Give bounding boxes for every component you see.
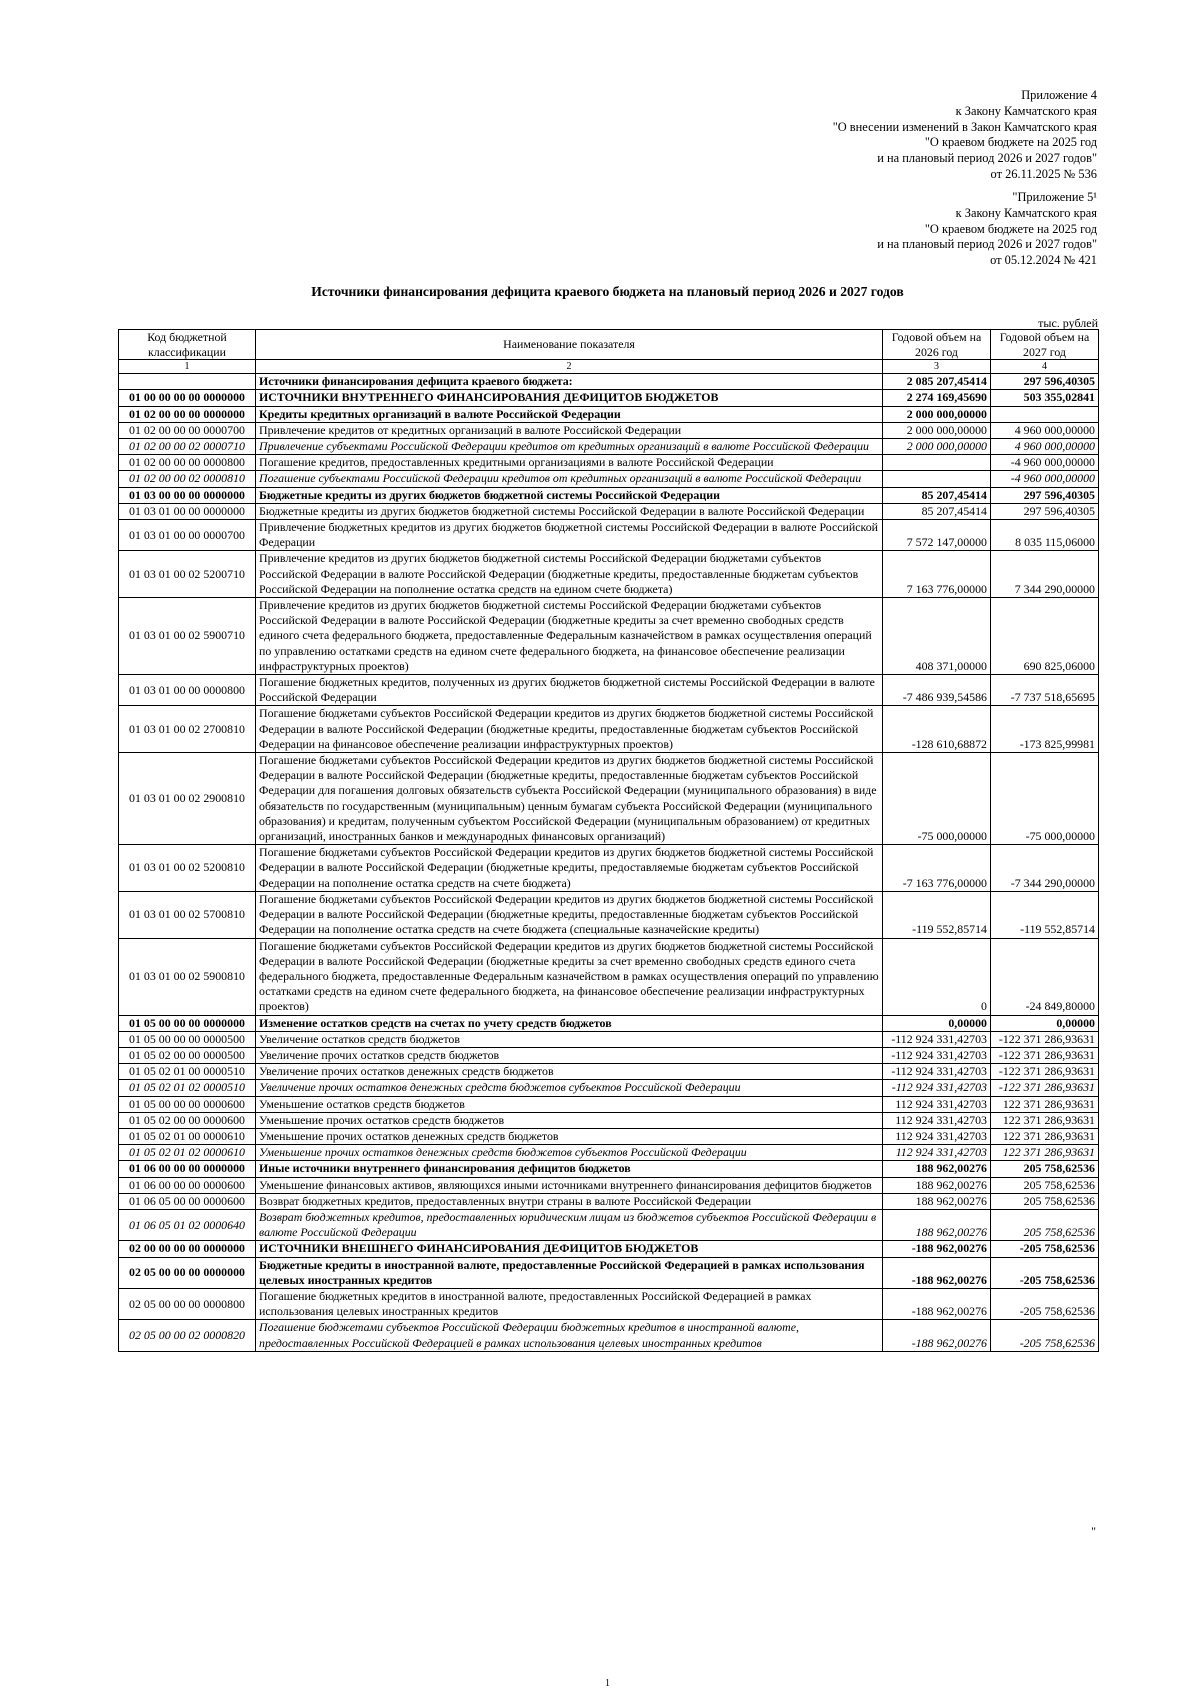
budget-code-cell: 01 05 02 01 00 0000510 [119,1064,256,1080]
header-line: Приложение 4 [1021,88,1097,102]
table-row [119,1145,1099,1161]
value-2026-cell: 2 000 000,00000 [883,406,991,422]
table-row [119,1031,1099,1047]
value-2026-cell: -75 000,00000 [883,753,991,845]
value-2026-cell: 188 962,00276 [883,1161,991,1177]
table-row [119,1320,1099,1351]
value-2027-cell: 503 355,02841 [991,390,1099,406]
indicator-name-cell: Возврат бюджетных кредитов, предоставленных юридическим лицам из бюджетов субъектов Российской Федерации в валюте Российской Федерации [256,1209,883,1240]
value-2026-cell: -112 924 331,42703 [883,1080,991,1096]
value-2027-cell: -119 552,85714 [991,891,1099,938]
budget-code-cell: 01 02 00 00 00 0000700 [119,422,256,438]
header-line: к Закону Камчатского края [955,103,1097,118]
indicator-name-cell: Уменьшение финансовых активов, являющихся иными источниками внутреннего финансирования дефицитов бюджетов [256,1177,883,1193]
indicator-name-cell: Погашение бюджетами субъектов Российской Федерации кредитов из других бюджетов бюджетной системы Российской Федерации в валюте Российской Федерации (бюджетные кредиты, предоставленные бюджетам субъектов Российской Федерации для погашения долговых обязательств субъекта Российской Федерации (муниципального образования) в виде обязательств по государственным (муниципальным) ценным бумагам субъекта Российской Федерации (муниципального образования) и кредитам, полученным субъектом Российской Федерации (муниципальным образованием) от кредитных организаций, иностранных банков и международных финансовых организаций) [256,753,883,845]
value-2026-cell: -112 924 331,42703 [883,1031,991,1047]
table-row [119,503,1099,519]
header-name: Наименование показателя [256,330,883,360]
value-2027-cell: 205 758,62536 [991,1209,1099,1240]
value-2026-cell: 7 572 147,00000 [883,520,991,551]
budget-code-cell: 01 03 00 00 00 0000000 [119,487,256,503]
value-2026-cell: 112 924 331,42703 [883,1096,991,1112]
value-2027-cell: -122 371 286,93631 [991,1031,1099,1047]
value-2027-cell: 122 371 286,93631 [991,1096,1099,1112]
page-number: 1 [605,1678,610,1689]
value-2026-cell: 112 924 331,42703 [883,1145,991,1161]
value-2027-cell: 690 825,06000 [991,598,1099,675]
value-2026-cell: -112 924 331,42703 [883,1047,991,1063]
indicator-name-cell: Погашение бюджетами субъектов Российской Федерации кредитов из других бюджетов бюджетной системы Российской Федерации в валюте Российской Федерации (бюджетные кредиты, предоставляемые бюджетам субъектов Российской Федерации на пополнение остатка средств на счете бюджета) [256,845,883,892]
value-2027-cell: 205 758,62536 [991,1177,1099,1193]
value-2027-cell: -24 849,80000 [991,938,1099,1015]
value-2026-cell: 188 962,00276 [883,1193,991,1209]
header-line: "О внесении изменений в Закон Камчатского края [832,119,1097,134]
indicator-name-cell: Увеличение прочих остатков средств бюджетов [256,1047,883,1063]
value-2026-cell: -188 962,00276 [883,1241,991,1257]
indicator-name-cell: Привлечение кредитов из других бюджетов бюджетной системы Российской Федерации бюджетами субъектов Российской Федерации в валюте Российской Федерации (бюджетные кредиты, предоставленные бюджетам субъектов Российской Федерации на пополнение остатка средств на едином счете бюджета) [256,551,883,598]
table-header-row [119,330,1099,360]
header-line: к Закону Камчатского края [955,205,1097,220]
value-2026-cell: 112 924 331,42703 [883,1128,991,1144]
indicator-name-cell: Уменьшение прочих остатков денежных средств бюджетов [256,1128,883,1144]
table-row [119,1257,1099,1288]
header-line: "О краевом бюджете на 2025 год [924,135,1097,150]
value-2027-cell: 8 035 115,06000 [991,520,1099,551]
indicator-name-cell: Увеличение остатков средств бюджетов [256,1031,883,1047]
table-row [119,422,1099,438]
value-2027-cell: -122 371 286,93631 [991,1064,1099,1080]
budget-code-cell: 02 00 00 00 00 0000000 [119,1241,256,1257]
budget-code-cell: 01 03 01 00 02 5200710 [119,551,256,598]
indicator-name-cell: Бюджетные кредиты в иностранной валюте, предоставленные Российской Федерацией в рамках использования целевых иностранных кредитов [256,1257,883,1288]
original-appendix-header [877,190,1097,269]
value-2026-cell: -119 552,85714 [883,891,991,938]
indicator-name-cell: ИСТОЧНИКИ ВНЕШНЕГО ФИНАНСИРОВАНИЯ ДЕФИЦИТОВ БЮДЖЕТОВ [256,1241,883,1257]
indicator-name-cell: Бюджетные кредиты из других бюджетов бюджетной системы Российской Федерации [256,487,883,503]
value-2027-cell: -205 758,62536 [991,1241,1099,1257]
value-2026-cell [883,471,991,487]
table-row [119,1015,1099,1031]
value-2027-cell: -7 737 518,65695 [991,675,1099,706]
header-line: от 05.12.2024 № 421 [990,253,1097,268]
value-2027-cell: -75 000,00000 [991,753,1099,845]
indicator-name-cell: Погашение бюджетами субъектов Российской Федерации кредитов из других бюджетов бюджетной системы Российской Федерации в валюте Российской Федерации (бюджетные кредиты, предоставленные бюджетам субъектов Российской Федерации на пополнение остатка средств на счете бюджета (специальные казначейские кредиты) [256,891,883,938]
table-row [119,1096,1099,1112]
budget-code-cell: 01 05 02 00 00 0000500 [119,1047,256,1063]
value-2027-cell: 4 960 000,00000 [991,422,1099,438]
indicator-name-cell: Увеличение прочих остатков денежных средств бюджетов [256,1064,883,1080]
value-2027-cell: 122 371 286,93631 [991,1145,1099,1161]
budget-code-cell: 02 05 00 00 02 0000820 [119,1320,256,1351]
budget-code-cell: 01 02 00 00 02 0000710 [119,439,256,455]
value-2026-cell: 2 000 000,00000 [883,422,991,438]
table-row [119,1288,1099,1319]
indicator-name-cell: Уменьшение прочих остатков денежных средств бюджетов субъектов Российской Федерации [256,1145,883,1161]
budget-code-cell: 01 05 02 00 00 0000600 [119,1112,256,1128]
indicator-name-cell: Погашение бюджетных кредитов, полученных из других бюджетов бюджетной системы Российской Федерации в валюте Российской Федерации [256,675,883,706]
value-2027-cell: 205 758,62536 [991,1161,1099,1177]
table-row [119,551,1099,598]
table-row [119,675,1099,706]
budget-code-cell: 02 05 00 00 00 0000800 [119,1288,256,1319]
document-title: Источники финансирования дефицита краевого бюджета на плановый период 2026 и 2027 годов [311,284,904,299]
header-code: Код бюджетной классификации [119,330,256,360]
indicator-name-cell: Привлечение кредитов из других бюджетов бюджетной системы Российской Федерации бюджетами субъектов Российской Федерации в валюте Российской Федерации (бюджетные кредиты за счет временно свободных средств единого счета федерального бюджета, предоставленные Федеральным казначейством в рамках осуществления операций по управлению остатками средств на едином счете федерального бюджета, на финансовое обеспечение реализации инфраструктурных проектов) [256,598,883,675]
value-2027-cell: -205 758,62536 [991,1320,1099,1351]
budget-code-cell: 01 02 00 00 02 0000810 [119,471,256,487]
value-2026-cell: 7 163 776,00000 [883,551,991,598]
indicator-name-cell: Бюджетные кредиты из других бюджетов бюджетной системы Российской Федерации в валюте Российской Федерации [256,503,883,519]
budget-code-cell: 01 03 01 00 02 2900810 [119,753,256,845]
column-number: 3 [883,360,991,374]
header-line: "Приложение 5¹ [1012,190,1097,204]
budget-code-cell: 01 03 01 00 02 2700810 [119,706,256,753]
value-2027-cell: 297 596,40305 [991,503,1099,519]
value-2027-cell: -4 960 000,00000 [991,455,1099,471]
value-2026-cell: 2 274 169,45690 [883,390,991,406]
value-2026-cell: -188 962,00276 [883,1257,991,1288]
budget-code-cell: 01 05 02 01 02 0000610 [119,1145,256,1161]
budget-code-cell: 01 05 02 01 02 0000510 [119,1080,256,1096]
value-2027-cell: 0,00000 [991,1015,1099,1031]
table-row [119,439,1099,455]
table-column-numbers-row [119,360,1099,374]
indicator-name-cell: Возврат бюджетных кредитов, предоставленных внутри страны в валюте Российской Федерации [256,1193,883,1209]
value-2027-cell [991,406,1099,422]
header-2027: Годовой объем на 2027 год [991,330,1099,360]
budget-code-cell: 01 06 00 00 00 0000000 [119,1161,256,1177]
table-row [119,520,1099,551]
value-2026-cell [883,455,991,471]
table-row [119,1064,1099,1080]
value-2027-cell: 7 344 290,00000 [991,551,1099,598]
budget-code-cell: 01 02 00 00 00 0000800 [119,455,256,471]
table-row [119,1193,1099,1209]
budget-code-cell: 01 05 02 01 00 0000610 [119,1128,256,1144]
header-line: и на плановый период 2026 и 2027 годов" [877,237,1097,252]
value-2026-cell: -188 962,00276 [883,1288,991,1319]
value-2027-cell: 205 758,62536 [991,1193,1099,1209]
value-2027-cell: 122 371 286,93631 [991,1128,1099,1144]
financing-sources-table [118,329,1099,1352]
table-row [119,471,1099,487]
value-2027-cell: -7 344 290,00000 [991,845,1099,892]
table-row [119,1080,1099,1096]
budget-code-cell: 01 06 05 00 00 0000600 [119,1193,256,1209]
value-2026-cell: -112 924 331,42703 [883,1064,991,1080]
value-2026-cell: 2 085 207,45414 [883,374,991,390]
indicator-name-cell: Погашение бюджетами субъектов Российской Федерации кредитов из других бюджетов бюджетной системы Российской Федерации в валюте Российской Федерации (бюджетные кредиты за счет временно свободных средств единого счета федерального бюджета, предоставленные Федеральным казначейством в рамках осуществления операций по управлению остатками средств на едином счете федерального бюджета, на финансовое обеспечение реализации инфраструктурных проектов) [256,938,883,1015]
value-2027-cell: 122 371 286,93631 [991,1112,1099,1128]
value-2026-cell: 85 207,45414 [883,487,991,503]
budget-code-cell: 01 05 00 00 00 0000000 [119,1015,256,1031]
indicator-name-cell: Привлечение субъектами Российской Федерации кредитов от кредитных организаций в валюте Российской Федерации [256,439,883,455]
indicator-name-cell: ИСТОЧНИКИ ВНУТРЕННЕГО ФИНАНСИРОВАНИЯ ДЕФИЦИТОВ БЮДЖЕТОВ [256,390,883,406]
budget-code-cell: 01 05 00 00 00 0000500 [119,1031,256,1047]
table-row [119,598,1099,675]
column-number: 2 [256,360,883,374]
table-row [119,1161,1099,1177]
value-2026-cell: 0 [883,938,991,1015]
indicator-name-cell: Изменение остатков средств на счетах по учету средств бюджетов [256,1015,883,1031]
column-number: 1 [119,360,256,374]
value-2026-cell: 2 000 000,00000 [883,439,991,455]
indicator-name-cell: Уменьшение остатков средств бюджетов [256,1096,883,1112]
value-2026-cell: -7 486 939,54586 [883,675,991,706]
value-2027-cell: -205 758,62536 [991,1288,1099,1319]
value-2027-cell: 297 596,40305 [991,487,1099,503]
indicator-name-cell: Погашение бюджетных кредитов в иностранной валюте, предоставленных Российской Федерацией в рамках использования целевых иностранных кредитов [256,1288,883,1319]
table-row [119,753,1099,845]
table-row [119,455,1099,471]
value-2026-cell: 0,00000 [883,1015,991,1031]
indicator-name-cell: Погашение бюджетами субъектов Российской Федерации бюджетных кредитов в иностранной валюте, предоставленных Российской Федерацией в рамках использования целевых иностранных кредитов [256,1320,883,1351]
table-row [119,845,1099,892]
header-2026: Годовой объем на 2026 год [883,330,991,360]
table-row [119,706,1099,753]
value-2026-cell: 188 962,00276 [883,1177,991,1193]
table-row [119,1209,1099,1240]
budget-code-cell: 01 00 00 00 00 0000000 [119,390,256,406]
value-2027-cell: -122 371 286,93631 [991,1080,1099,1096]
indicator-name-cell: Привлечение бюджетных кредитов из других бюджетов бюджетной системы Российской Федерации в валюте Российской Федерации [256,520,883,551]
indicator-name-cell: Источники финансирования дефицита краевого бюджета: [256,374,883,390]
units-label: тыс. рублей [1038,316,1098,330]
value-2026-cell: -7 163 776,00000 [883,845,991,892]
budget-code-cell: 01 06 05 01 02 0000640 [119,1209,256,1240]
table-row [119,1177,1099,1193]
budget-code-cell: 02 05 00 00 00 0000000 [119,1257,256,1288]
indicator-name-cell: Погашение кредитов, предоставленных кредитными организациями в валюте Российской Федерации [256,455,883,471]
indicator-name-cell: Погашение субъектами Российской Федерации кредитов от кредитных организаций в валюте Российской Федерации [256,471,883,487]
budget-code-cell: 01 03 01 00 00 0000700 [119,520,256,551]
budget-code-cell: 01 03 01 00 02 5900810 [119,938,256,1015]
header-line: "О краевом бюджете на 2025 год [924,221,1097,236]
value-2026-cell: -188 962,00276 [883,1320,991,1351]
value-2027-cell: -205 758,62536 [991,1257,1099,1288]
table-row [119,487,1099,503]
value-2026-cell: 112 924 331,42703 [883,1112,991,1128]
value-2027-cell: 4 960 000,00000 [991,439,1099,455]
budget-code-cell: 01 03 01 00 00 0000800 [119,675,256,706]
budget-code-cell: 01 02 00 00 00 0000000 [119,406,256,422]
value-2026-cell: 408 371,00000 [883,598,991,675]
value-2027-cell: -4 960 000,00000 [991,471,1099,487]
budget-code-cell: 01 03 01 00 02 5900710 [119,598,256,675]
header-line: от 26.11.2025 № 536 [990,166,1097,181]
budget-code-cell [119,374,256,390]
table-row [119,1241,1099,1257]
table-row [119,406,1099,422]
indicator-name-cell: Кредиты кредитных организаций в валюте Российской Федерации [256,406,883,422]
column-number: 4 [991,360,1099,374]
table-row [119,1112,1099,1128]
budget-code-cell: 01 06 00 00 00 0000600 [119,1177,256,1193]
value-2027-cell: -173 825,99981 [991,706,1099,753]
budget-code-cell: 01 05 00 00 00 0000600 [119,1096,256,1112]
value-2026-cell: 188 962,00276 [883,1209,991,1240]
closing-quote: " [1091,1524,1096,1538]
indicator-name-cell: Иные источники внутреннего финансирования дефицитов бюджетов [256,1161,883,1177]
indicator-name-cell: Увеличение прочих остатков денежных средств бюджетов субъектов Российской Федерации [256,1080,883,1096]
header-line: и на плановый период 2026 и 2027 годов" [877,151,1097,166]
value-2027-cell: -122 371 286,93631 [991,1047,1099,1063]
value-2027-cell: 297 596,40305 [991,374,1099,390]
table-row [119,390,1099,406]
table-row [119,1047,1099,1063]
table-row [119,1128,1099,1144]
indicator-name-cell: Уменьшение прочих остатков средств бюджетов [256,1112,883,1128]
table-row [119,891,1099,938]
value-2026-cell: -128 610,68872 [883,706,991,753]
appendix-header [833,88,1097,183]
table-body [119,374,1099,1352]
table-row [119,938,1099,1015]
table-row [119,374,1099,390]
indicator-name-cell: Привлечение кредитов от кредитных организаций в валюте Российской Федерации [256,422,883,438]
indicator-name-cell: Погашение бюджетами субъектов Российской Федерации кредитов из других бюджетов бюджетной системы Российской Федерации в валюте Российской Федерации (бюджетные кредиты, предоставленные бюджетам субъектов Российской Федерации на финансовое обеспечение реализации инфраструктурных проектов) [256,706,883,753]
budget-code-cell: 01 03 01 00 02 5700810 [119,891,256,938]
budget-code-cell: 01 03 01 00 00 0000000 [119,503,256,519]
value-2026-cell: 85 207,45414 [883,503,991,519]
budget-code-cell: 01 03 01 00 02 5200810 [119,845,256,892]
